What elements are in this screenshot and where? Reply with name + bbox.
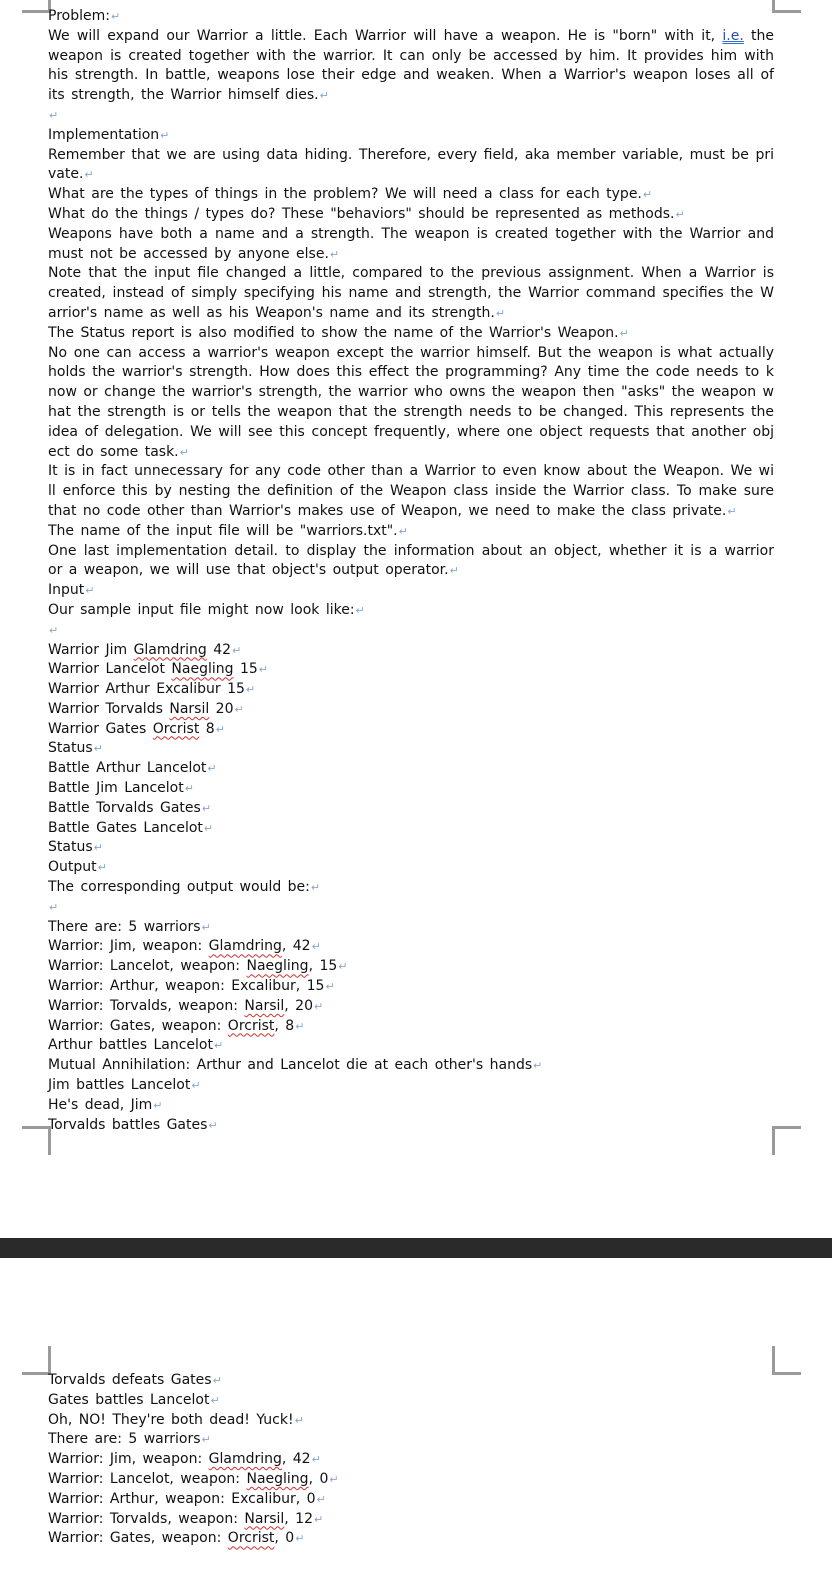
spell-flagged-word: Narsil xyxy=(244,997,285,1014)
paragraph-mark-icon: ↵ xyxy=(179,445,189,459)
page-corner-mark xyxy=(22,1126,51,1155)
line-text: , 42 xyxy=(281,1451,311,1468)
paragraph-text: The Status report is also modified to show the name of the Warrior's Weapon. xyxy=(48,324,619,341)
paragraph-mark-icon: ↵ xyxy=(97,861,107,875)
paragraph-mark-icon: ↵ xyxy=(329,247,340,261)
line-text: , 8 xyxy=(274,1017,295,1034)
paragraph-text: What are the types of things in the problem? We will need a class for each type. xyxy=(48,186,642,203)
text-line xyxy=(48,1470,774,1490)
text-line xyxy=(48,1450,774,1470)
paragraph-text: Input xyxy=(48,582,85,599)
page-corner-mark xyxy=(22,1346,51,1375)
paragraph-mark-icon: ↵ xyxy=(153,1098,163,1112)
text-line xyxy=(48,878,774,898)
line-text: , 42 xyxy=(281,938,311,955)
line-text: There are: 5 warriors xyxy=(48,918,201,935)
line-text: 15 xyxy=(233,661,258,678)
line-text: 42 xyxy=(206,641,232,658)
paragraph xyxy=(48,126,774,146)
paragraph xyxy=(48,462,774,521)
paragraph-mark-icon: ↵ xyxy=(258,663,268,677)
line-text: Status xyxy=(48,740,93,757)
text-line xyxy=(48,1510,774,1530)
paragraph-mark-icon: ↵ xyxy=(675,207,685,221)
paragraph-mark-icon: ↵ xyxy=(210,1393,220,1407)
paragraph-mark-icon: ↵ xyxy=(295,1019,305,1033)
paragraph xyxy=(48,621,774,641)
text-line xyxy=(48,739,774,759)
paragraph xyxy=(48,27,774,106)
spell-flagged-word: Narsil xyxy=(169,700,210,717)
paragraph-mark-icon: ↵ xyxy=(234,702,244,716)
text-line xyxy=(48,1116,774,1136)
document-page-2 xyxy=(0,1258,832,1576)
text-line xyxy=(48,858,774,878)
page-break-gap xyxy=(0,1238,832,1258)
line-text: He's dead, Jim xyxy=(48,1096,153,1113)
line-text: Mutual Annihilation: Arthur and Lancelot die at each other's hands xyxy=(48,1057,533,1074)
paragraph-text: No one can access a warrior's weapon except the warrior himself. But the weapon is what actually holds the warrior's strength. How does this effect the programming? Any time the code needs to know or change the warrior's strength, the warrior who owns the weapon then "asks" the weapon what the strength is or tells the weapon that the strength needs to be changed. This represents the idea of delegation. We will see this concept frequently, where one object requests that another object do some task. xyxy=(48,344,774,460)
paragraph-mark-icon: ↵ xyxy=(319,89,329,103)
text-line xyxy=(48,799,774,819)
paragraph-mark-icon: ↵ xyxy=(727,504,737,518)
text-line xyxy=(48,1096,774,1116)
paragraph-mark-icon: ↵ xyxy=(49,900,59,914)
paragraph-mark-icon: ↵ xyxy=(355,603,365,617)
paragraph-mark-icon: ↵ xyxy=(208,1118,218,1132)
text-line xyxy=(48,819,774,839)
page-2-body[interactable] xyxy=(48,1371,774,1549)
text-line xyxy=(48,680,774,700)
line-text: Battle Arthur Lancelot xyxy=(48,760,207,777)
spell-flagged-word: Narsil xyxy=(244,1510,285,1527)
text-line xyxy=(48,1076,774,1096)
line-text: Warrior: Lancelot, weapon: xyxy=(48,1470,247,1487)
paragraph-mark-icon: ↵ xyxy=(85,584,95,598)
paragraph-text: One last implementation detail. to display the information about an object, whether it is a warrior or a weapon, we will use that object's output operator. xyxy=(48,542,774,579)
paragraph xyxy=(48,205,774,225)
text-line xyxy=(48,720,774,740)
spell-flagged-word: Glamdring xyxy=(208,938,282,955)
text-line xyxy=(48,1056,774,1076)
paragraph-text: the weapon is created together with the warrior. It can only be accessed by him. It provides him with his strength. In battle, weapons lose their edge and weaken. When a Warrior's weapon loses all of its strength, the Warrior himself dies. xyxy=(48,27,774,104)
paragraph-mark-icon: ↵ xyxy=(314,999,324,1013)
line-text: There are: 5 warriors xyxy=(48,1431,201,1448)
text-line xyxy=(48,759,774,779)
line-text: Warrior Jim xyxy=(48,641,134,658)
line-text: Warrior Gates xyxy=(48,720,153,737)
paragraph xyxy=(48,225,774,265)
paragraph-mark-icon: ↵ xyxy=(232,643,242,657)
paragraph-mark-icon: ↵ xyxy=(201,801,212,815)
text-line xyxy=(48,997,774,1017)
line-text: , 0 xyxy=(308,1470,329,1487)
paragraph-mark-icon: ↵ xyxy=(329,1472,339,1486)
paragraph xyxy=(48,146,774,186)
line-text: Warrior Torvalds xyxy=(48,700,170,717)
line-text: Output xyxy=(48,859,97,876)
line-text: , 0 xyxy=(274,1530,295,1547)
paragraph xyxy=(48,7,774,27)
text-line xyxy=(48,1036,774,1056)
line-text: , 12 xyxy=(284,1510,313,1527)
paragraph-mark-icon: ↵ xyxy=(49,623,59,637)
paragraph-mark-icon: ↵ xyxy=(203,821,214,835)
paragraph-mark-icon: ↵ xyxy=(191,1079,201,1093)
text-line xyxy=(48,1411,774,1431)
paragraph-mark-icon: ↵ xyxy=(449,564,459,578)
text-line xyxy=(48,660,774,680)
line-text: Warrior Arthur Excalibur 15 xyxy=(48,681,245,698)
paragraph-mark-icon: ↵ xyxy=(93,742,103,756)
paragraph xyxy=(48,185,774,205)
paragraph-mark-icon: ↵ xyxy=(201,1433,211,1447)
paragraph-mark-icon: ↵ xyxy=(338,960,348,974)
paragraph xyxy=(48,581,774,601)
line-text: Torvalds battles Gates xyxy=(48,1116,208,1133)
line-text: , 20 xyxy=(284,997,313,1014)
paragraph-text: It is in fact unnecessary for any code other than a Warrior to even know about the Weapon. We will enforce this by nesting the definition of the Weapon class inside the Warrior class. To make sure that no code other than Warrior's makes use of Weapon, we need to make the class private. xyxy=(48,463,774,519)
paragraph xyxy=(48,344,774,463)
page-corner-mark xyxy=(772,0,801,13)
paragraph-mark-icon: ↵ xyxy=(495,306,506,320)
paragraph-mark-icon: ↵ xyxy=(311,940,321,954)
paragraph-text: Implementation xyxy=(48,126,160,143)
paragraph-mark-icon: ↵ xyxy=(619,326,629,340)
paragraph-mark-icon: ↵ xyxy=(207,762,217,776)
line-text: Warrior: Jim, weapon: xyxy=(48,938,209,955)
spell-flagged-word: Naegling xyxy=(171,661,234,678)
line-text: 20 xyxy=(209,700,234,717)
line-text: Status xyxy=(48,839,93,856)
line-text: Warrior Lancelot xyxy=(48,661,172,678)
text-line xyxy=(48,1529,774,1549)
spell-flagged-word: Orcrist xyxy=(152,720,200,737)
text-line xyxy=(48,779,774,799)
page-corner-mark xyxy=(772,1346,801,1375)
line-text: Battle Torvalds Gates xyxy=(48,799,201,816)
paragraph-mark-icon: ↵ xyxy=(213,1039,224,1053)
paragraph-text: Our sample input file might now look like: xyxy=(48,601,355,618)
line-text: Warrior: Torvalds, weapon: xyxy=(48,997,245,1014)
text-line xyxy=(48,838,774,858)
paragraph-mark-icon: ↵ xyxy=(110,10,121,23)
text-line xyxy=(48,1490,774,1510)
paragraph-mark-icon: ↵ xyxy=(215,722,225,736)
text-line xyxy=(48,957,774,977)
text-line xyxy=(48,1371,774,1391)
paragraph-mark-icon: ↵ xyxy=(184,782,194,796)
grammar-flag: i.e. xyxy=(722,27,744,44)
text-line xyxy=(48,898,774,918)
paragraph-mark-icon: ↵ xyxy=(311,1453,321,1467)
line-text: Warrior: Torvalds, weapon: xyxy=(48,1510,245,1527)
paragraph-text: The name of the input file will be "warriors.txt". xyxy=(48,522,398,539)
line-text: , 15 xyxy=(308,958,338,975)
text-line xyxy=(48,918,774,938)
spell-flagged-word: Glamdring xyxy=(133,641,207,658)
spell-flagged-word: Orcrist xyxy=(227,1017,275,1034)
paragraph xyxy=(48,264,774,323)
paragraph-mark-icon: ↵ xyxy=(295,1532,305,1546)
paragraph-mark-icon: ↵ xyxy=(93,841,103,855)
paragraph-mark-icon: ↵ xyxy=(398,524,408,538)
text-line xyxy=(48,937,774,957)
paragraph xyxy=(48,542,774,582)
paragraph-mark-icon: ↵ xyxy=(642,188,653,202)
paragraph-mark-icon: ↵ xyxy=(212,1374,222,1387)
paragraph-mark-icon: ↵ xyxy=(314,1512,324,1526)
paragraph-mark-icon: ↵ xyxy=(201,920,211,934)
paragraph-mark-icon: ↵ xyxy=(160,128,170,142)
line-text: Warrior: Arthur, weapon: Excalibur, 0 xyxy=(48,1490,316,1507)
spell-flagged-word: Naegling xyxy=(246,958,309,975)
line-text: Gates battles Lancelot xyxy=(48,1391,210,1408)
line-text: Warrior: Arthur, weapon: Excalibur, 15 xyxy=(48,978,325,995)
line-text: Warrior: Jim, weapon: xyxy=(48,1451,209,1468)
paragraph-text: What do the things / types do? These "behaviors" should be represented as methods. xyxy=(48,205,675,222)
line-text: Warrior: Gates, weapon: xyxy=(48,1017,228,1034)
paragraph-mark-icon: ↵ xyxy=(294,1413,304,1427)
page-corner-mark xyxy=(22,0,51,13)
text-line xyxy=(48,977,774,997)
text-line xyxy=(48,641,774,661)
paragraph-text: Problem: xyxy=(48,8,110,24)
paragraph-mark-icon: ↵ xyxy=(316,1492,326,1506)
line-text: Warrior: Gates, weapon: xyxy=(48,1530,228,1547)
spell-flagged-word: Orcrist xyxy=(227,1530,275,1547)
line-text: Torvalds defeats Gates xyxy=(48,1372,212,1388)
line-text: Jim battles Lancelot xyxy=(48,1077,191,1094)
paragraph-text: Remember that we are using data hiding. Therefore, every field, aka member variable, must be private. xyxy=(48,146,774,183)
paragraph-mark-icon: ↵ xyxy=(84,168,94,182)
paragraph xyxy=(48,106,774,126)
spell-flagged-word: Naegling xyxy=(246,1470,309,1487)
paragraph xyxy=(48,601,774,621)
line-text: Arthur battles Lancelot xyxy=(48,1037,213,1054)
paragraph-text: Note that the input file changed a little, compared to the previous assignment. When a Warrior is created, instead of simply specifying his name and strength, the Warrior command specifies the Warrior's name as well as his Weapon's name and its strength. xyxy=(48,265,774,321)
paragraph-mark-icon: ↵ xyxy=(310,881,321,895)
paragraph-text: Weapons have both a name and a strength. The weapon is created together with the Warrior and must not be accessed by anyone else. xyxy=(48,225,774,262)
line-text: Battle Gates Lancelot xyxy=(48,819,203,836)
spell-flagged-word: Glamdring xyxy=(208,1451,282,1468)
paragraph-mark-icon: ↵ xyxy=(533,1059,543,1073)
line-text: Warrior: Lancelot, weapon: xyxy=(48,958,247,975)
text-line xyxy=(48,1391,774,1411)
line-text: Battle Jim Lancelot xyxy=(48,780,184,797)
text-line xyxy=(48,700,774,720)
paragraph-mark-icon: ↵ xyxy=(245,683,256,697)
line-text: Oh, NO! They're both dead! Yuck! xyxy=(48,1411,294,1428)
page-corner-mark xyxy=(772,1126,801,1155)
page-1-body[interactable] xyxy=(48,7,774,1135)
text-line xyxy=(48,1430,774,1450)
line-text: 8 xyxy=(199,720,215,737)
paragraph-text: We will expand our Warrior a little. Each Warrior will have a weapon. He is "born" with it, xyxy=(48,27,716,44)
paragraph xyxy=(48,522,774,542)
paragraph-mark-icon: ↵ xyxy=(49,108,59,122)
paragraph-mark-icon: ↵ xyxy=(325,980,335,994)
text-line xyxy=(48,1017,774,1037)
paragraph xyxy=(48,324,774,344)
line-text: The corresponding output would be: xyxy=(48,879,310,896)
